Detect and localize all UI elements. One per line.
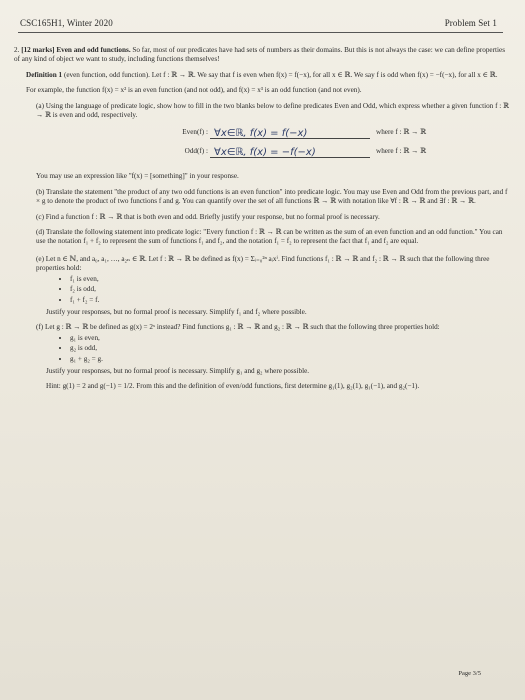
intro-text: So far, most of our predicates have had sets of numbers as their domains. But this is not always the case: we can define properties of any kind of object we want to study, including functions themselves! [14,46,505,64]
question-number: 2. [14,46,20,54]
odd-blank [210,145,370,158]
problem-set-header: Problem Set 1 [444,18,497,28]
even-where: where f : ℝ → ℝ [376,128,427,137]
even-label: Even(f) : [182,128,208,137]
part-f-hint: Hint: g(1) = 2 and g(−1) = 1/2. From this and the definition of even/odd functions, first determine g₁(1), g₂(1), g₁(−1), and g₂(−1). [46,382,420,391]
even-blank [210,126,370,139]
odd-handwriting: ∀x∈ℝ, f(x) = −f(−x) [214,147,316,159]
part-f-list [14,334,511,364]
part-e-list [14,275,511,305]
page-number: Page 3/5 [458,670,481,677]
list-item: • g₂ is odd, [70,344,511,353]
intro-paragraph [14,46,511,65]
part-e-text: (e) Let n ∈ ℕ, and a₀, a₁, …, a₂ₙ ∈ ℝ. Let f : ℝ → ℝ be defined as f(x) = Σᵢ₌₀²ⁿ aᵢxⁱ. Find functions f₁ : ℝ → ℝ and f₂ : ℝ → ℝ such that the following three properties hold: [36,254,490,273]
even-row [164,126,511,139]
problem-body [14,46,511,398]
example-paragraph: For example, the function f(x) = x² is an even function (and not odd), and f(x) = x³ is an odd function (and not even). [26,86,362,95]
part-d-text: (d) Translate the following statement into predicate logic: "Every function f : ℝ → ℝ can be written as the sum of an even function and an odd function." You can use the notation f₁ + f₂ to represent the sum of functions f₁ and f₂, and the notation f₁ = f₂ to represent the fact that f₁ and f₂ are equal. [36,228,503,246]
odd-row [164,145,511,158]
expression-note: You may use an expression like "f(x) = [something]" in your response. [36,172,239,181]
part-a-text: (a) Using the language of predicate logic, show how to fill in the two blanks below to define predicates Even and Odd, which express whether a given function f : ℝ → ℝ is even and odd, respectively. [36,101,510,120]
course-header: CSC165H1, Winter 2020 [20,18,113,28]
definition-label: Definition 1 [26,70,63,79]
part-c-text: (c) Find a function f : ℝ → ℝ that is both even and odd. Briefly justify your response, but no formal proof is necessary. [36,212,380,221]
definition-paragraph [26,71,511,80]
list-item: • f₁ is even, [70,275,511,284]
odd-where: where f : ℝ → ℝ [376,147,427,156]
part-f-justify: Justify your responses, but no formal proof is necessary. Simplify g₁ and g₂ where possible. [46,366,310,375]
list-item: • g₁ is even, [70,334,511,343]
part-b-text: (b) Translate the statement "the product of any two odd functions is an even function" into predicate logic. You may use Even and Odd from the previous part, and f × g to denote the product of two functions f and g. You can quantify over the set of all functions ℝ → ℝ with notation like ∀f : ℝ → ℝ and ∃f : ℝ → ℝ. [36,187,508,206]
list-item: • f₂ is odd, [70,285,511,294]
list-item: • g₁ + g₂ = g. [70,355,511,364]
definition-text: (even function, odd function). Let f : ℝ → ℝ. We say that f is even when f(x) = f(−x), for all x ∈ ℝ. We say f is odd when f(x) = −f(−x), for all x ∈ ℝ. [63,70,498,79]
part-f-text: (f) Let g : ℝ → ℝ be defined as g(x) = 2ˣ instead? Find functions g₁ : ℝ → ℝ and g₂ : ℝ → ℝ such that the following three properties hold: [36,323,440,332]
odd-label: Odd(f) : [184,147,208,156]
even-handwriting: ∀x∈ℝ, f(x) = f(−x) [214,128,308,140]
list-item: • f₁ + f₂ = f. [70,296,511,305]
header-rule [18,32,503,33]
part-e-justify: Justify your responses, but no formal proof is necessary. Simplify f₁ and f₂ where possible. [46,307,307,316]
question-title: [12 marks] Even and odd functions. [21,46,131,54]
